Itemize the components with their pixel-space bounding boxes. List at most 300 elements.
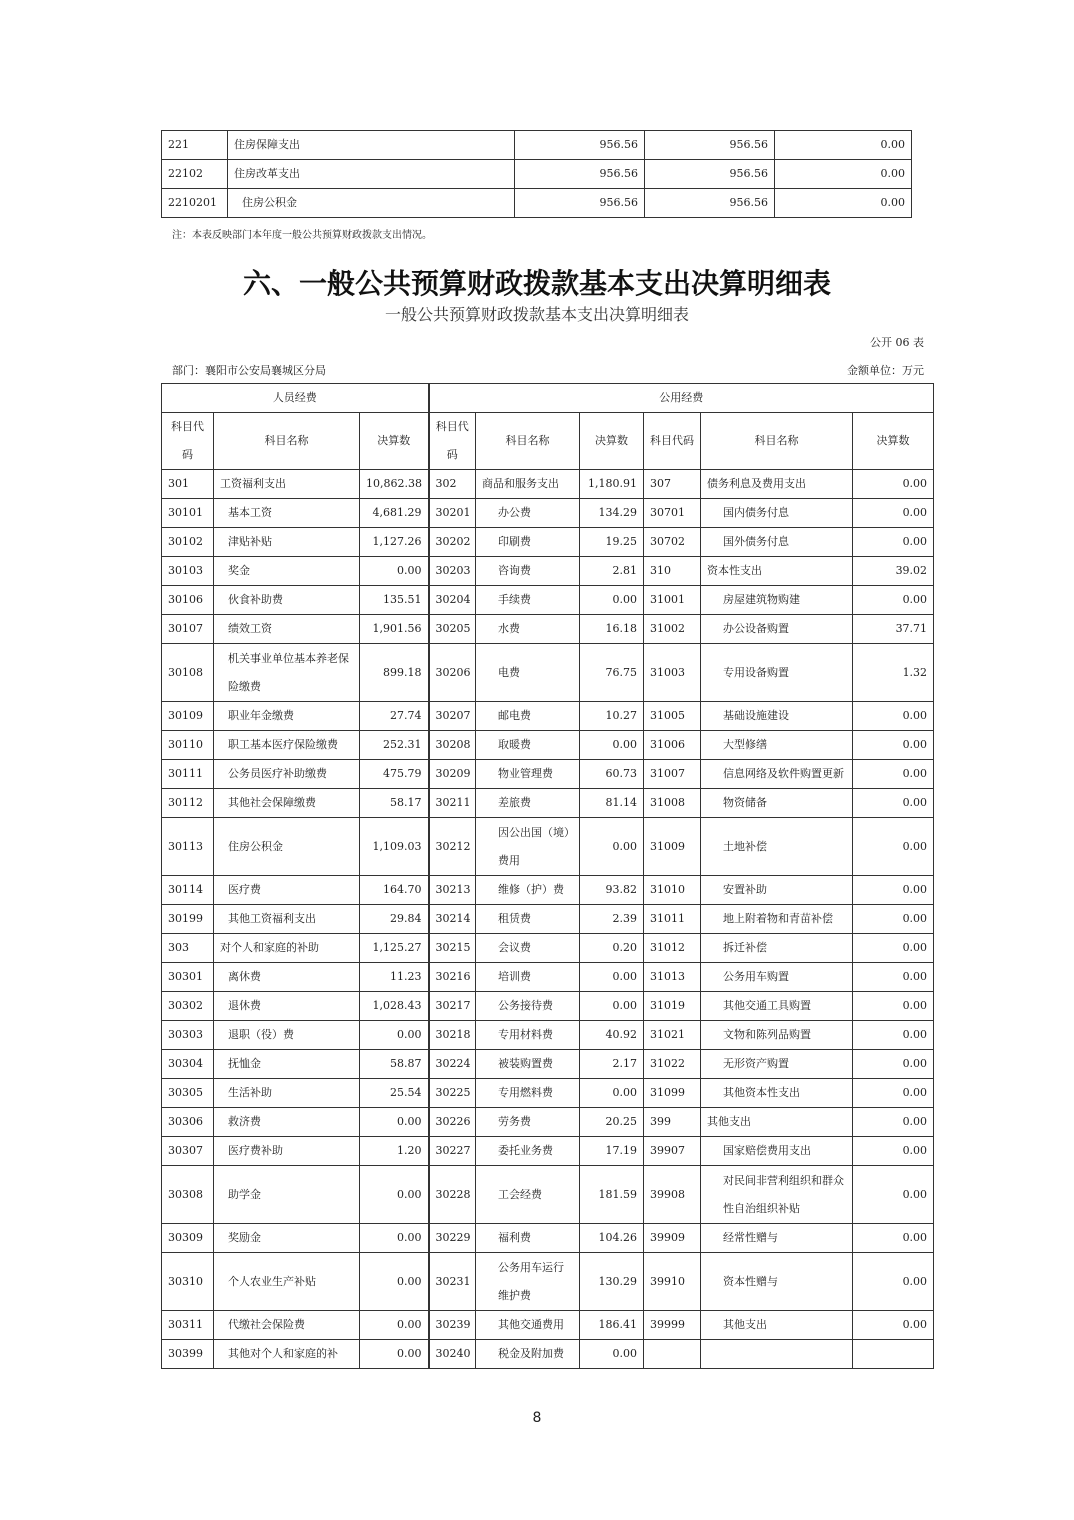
subject-code: 30109 (162, 702, 214, 731)
subject-code: 310 (644, 557, 701, 586)
amount-value: 0.00 (853, 818, 934, 876)
amount-value: 60.73 (580, 760, 644, 789)
subject-name: 对个人和家庭的补助 (214, 934, 360, 963)
subject-name: 水费 (476, 615, 580, 644)
subject-name: 安置补助 (701, 876, 853, 905)
subject-code: 30112 (162, 789, 214, 818)
subject-code: 30308 (162, 1166, 214, 1224)
amount-value: 0.00 (360, 557, 429, 586)
amount-value: 27.74 (360, 702, 429, 731)
subject-name: 信息网络及软件购置更新 (701, 760, 853, 789)
table-row (162, 615, 934, 644)
subject-code: 31019 (644, 992, 701, 1021)
subject-name: 办公设备购置 (701, 615, 853, 644)
subject-code: 30307 (162, 1137, 214, 1166)
subject-name: 电费 (476, 644, 580, 702)
amount-value: 37.71 (853, 615, 934, 644)
subject-name: 大型修缮 (701, 731, 853, 760)
subject-code: 303 (162, 934, 214, 963)
amount-value: 93.82 (580, 876, 644, 905)
amount-value: 1,127.26 (360, 528, 429, 557)
subject-name: 个人农业生产补贴 (214, 1253, 360, 1311)
subject-code: 30114 (162, 876, 214, 905)
amount-value: 81.14 (580, 789, 644, 818)
amount-value: 1.32 (853, 644, 934, 702)
table-row (162, 1253, 934, 1311)
amount-value: 1,109.03 (360, 818, 429, 876)
amount-value: 0.00 (853, 789, 934, 818)
subject-code: 30224 (429, 1050, 476, 1079)
subject-name: 其他支出 (701, 1108, 853, 1137)
amount-value: 2.39 (580, 905, 644, 934)
expenditure-summary-table (161, 130, 912, 218)
subject-name: 住房保障支出 (228, 131, 515, 160)
subject-code: 31007 (644, 760, 701, 789)
subject-code: 31010 (644, 876, 701, 905)
subject-name: 委托业务费 (476, 1137, 580, 1166)
subject-code: 30217 (429, 992, 476, 1021)
subject-code: 30214 (429, 905, 476, 934)
department-label: 部门：襄阳市公安局襄城区分局 (172, 364, 326, 377)
subject-name: 基本工资 (214, 499, 360, 528)
table-row (162, 934, 934, 963)
subject-code: 31003 (644, 644, 701, 702)
subject-code: 30110 (162, 731, 214, 760)
amount-value: 1,901.56 (360, 615, 429, 644)
table-row (162, 992, 934, 1021)
subject-code: 30229 (429, 1224, 476, 1253)
subject-code: 30309 (162, 1224, 214, 1253)
subject-name: 因公出国（境）费用 (476, 818, 580, 876)
subject-code: 30101 (162, 499, 214, 528)
subject-code: 301 (162, 470, 214, 499)
subject-code: 30113 (162, 818, 214, 876)
amount-value: 0.00 (775, 131, 912, 160)
amount-value: 39.02 (853, 557, 934, 586)
subject-code: 30311 (162, 1311, 214, 1340)
subject-name: 印刷费 (476, 528, 580, 557)
subject-code: 30240 (429, 1340, 476, 1369)
subject-code: 30215 (429, 934, 476, 963)
subject-name (701, 1340, 853, 1369)
amount-value: 0.00 (853, 499, 934, 528)
subject-code: 30218 (429, 1021, 476, 1050)
subject-code: 30702 (644, 528, 701, 557)
subject-code: 30701 (644, 499, 701, 528)
table-row (162, 1108, 934, 1137)
subject-name: 其他支出 (701, 1311, 853, 1340)
table-row (162, 1021, 934, 1050)
amount-value: 0.20 (580, 934, 644, 963)
subject-code: 30203 (429, 557, 476, 586)
amount-value: 0.00 (853, 470, 934, 499)
table-row (162, 963, 934, 992)
amount-value: 1.20 (360, 1137, 429, 1166)
subject-name: 津贴补贴 (214, 528, 360, 557)
page-number: 8 (532, 1410, 542, 1426)
amount-value: 0.00 (360, 1108, 429, 1137)
subject-code: 30102 (162, 528, 214, 557)
subject-name: 医疗费 (214, 876, 360, 905)
amount-value: 252.31 (360, 731, 429, 760)
amount-value: 0.00 (580, 963, 644, 992)
subject-code: 30204 (429, 586, 476, 615)
code-header: 科目代码 (162, 413, 214, 470)
subject-name: 资本性支出 (701, 557, 853, 586)
subject-code: 31001 (644, 586, 701, 615)
subject-name: 国内债务付息 (701, 499, 853, 528)
subject-name: 职业年金缴费 (214, 702, 360, 731)
subject-code: 31002 (644, 615, 701, 644)
table-row (162, 1311, 934, 1340)
subject-name: 税金及附加费 (476, 1340, 580, 1369)
subject-name: 住房改革支出 (228, 160, 515, 189)
subject-name: 离休费 (214, 963, 360, 992)
subject-name: 其他工资福利支出 (214, 905, 360, 934)
amount-value: 0.00 (853, 1108, 934, 1137)
subject-code: 30305 (162, 1079, 214, 1108)
code-header: 科目代码 (429, 413, 476, 470)
name-header: 科目名称 (701, 413, 853, 470)
amount-value: 2.81 (580, 557, 644, 586)
personnel-header: 人员经费 (162, 384, 429, 413)
unit-label: 金额单位：万元 (847, 364, 924, 377)
subject-code: 399 (644, 1108, 701, 1137)
subject-code: 30199 (162, 905, 214, 934)
amount-value: 0.00 (853, 1166, 934, 1224)
subject-code: 39907 (644, 1137, 701, 1166)
amount-value: 0.00 (853, 934, 934, 963)
subject-code: 30301 (162, 963, 214, 992)
amount-value: 29.84 (360, 905, 429, 934)
amount-value: 40.92 (580, 1021, 644, 1050)
form-id: 公开 06 表 (870, 336, 924, 349)
subject-name: 奖金 (214, 557, 360, 586)
subject-code: 30302 (162, 992, 214, 1021)
subject-name: 奖励金 (214, 1224, 360, 1253)
table-row (162, 731, 934, 760)
amount-value: 0.00 (853, 876, 934, 905)
subject-code: 30226 (429, 1108, 476, 1137)
table-row (162, 789, 934, 818)
subject-name: 退休费 (214, 992, 360, 1021)
amount-value: 181.59 (580, 1166, 644, 1224)
subject-name: 机关事业单位基本养老保险缴费 (214, 644, 360, 702)
amount-value: 956.56 (515, 189, 645, 218)
amount-value: 19.25 (580, 528, 644, 557)
amount-value: 130.29 (580, 1253, 644, 1311)
subject-code: 39908 (644, 1166, 701, 1224)
name-header: 科目名称 (476, 413, 580, 470)
subject-code: 221 (162, 131, 228, 160)
subject-code: 22102 (162, 160, 228, 189)
subject-name: 维修（护）费 (476, 876, 580, 905)
subject-name: 办公费 (476, 499, 580, 528)
subject-name: 基础设施建设 (701, 702, 853, 731)
amount-value: 58.17 (360, 789, 429, 818)
table-row (162, 1050, 934, 1079)
subject-code: 30111 (162, 760, 214, 789)
amount-value: 0.00 (580, 818, 644, 876)
amount-value: 0.00 (853, 1050, 934, 1079)
amount-value: 0.00 (580, 1340, 644, 1369)
subject-name: 债务利息及费用支出 (701, 470, 853, 499)
subject-code: 30202 (429, 528, 476, 557)
subject-code (644, 1340, 701, 1369)
subject-code: 31021 (644, 1021, 701, 1050)
subject-name: 咨询费 (476, 557, 580, 586)
subject-code: 30303 (162, 1021, 214, 1050)
amount-header: 决算数 (853, 413, 934, 470)
subject-name: 绩效工资 (214, 615, 360, 644)
subject-name: 取暖费 (476, 731, 580, 760)
public-header: 公用经费 (429, 384, 934, 413)
subject-code: 30306 (162, 1108, 214, 1137)
subject-code: 39910 (644, 1253, 701, 1311)
subject-name: 租赁费 (476, 905, 580, 934)
subject-code: 30228 (429, 1166, 476, 1224)
amount-value: 0.00 (853, 992, 934, 1021)
amount-value: 4,681.29 (360, 499, 429, 528)
table-row (162, 586, 934, 615)
table-row (162, 1137, 934, 1166)
amount-value: 58.87 (360, 1050, 429, 1079)
subject-code: 30216 (429, 963, 476, 992)
subject-name: 其他交通费用 (476, 1311, 580, 1340)
subject-name: 商品和服务支出 (476, 470, 580, 499)
amount-value: 2.17 (580, 1050, 644, 1079)
amount-value: 0.00 (853, 1079, 934, 1108)
table-row (162, 876, 934, 905)
table-row (162, 557, 934, 586)
amount-value: 956.56 (645, 189, 775, 218)
amount-value: 25.54 (360, 1079, 429, 1108)
amount-value: 0.00 (853, 1137, 934, 1166)
amount-value: 1,125.27 (360, 934, 429, 963)
subject-code: 30304 (162, 1050, 214, 1079)
table-row (162, 131, 912, 160)
subject-code: 30211 (429, 789, 476, 818)
subject-code: 30103 (162, 557, 214, 586)
amount-value: 0.00 (360, 1166, 429, 1224)
subject-code: 30106 (162, 586, 214, 615)
amount-value: 134.29 (580, 499, 644, 528)
basic-expenditure-detail-table (161, 383, 934, 1369)
subject-code: 31022 (644, 1050, 701, 1079)
amount-header: 决算数 (580, 413, 644, 470)
table-row (162, 1166, 934, 1224)
subject-name: 劳务费 (476, 1108, 580, 1137)
subject-name: 工会经费 (476, 1166, 580, 1224)
table-title: 一般公共预算财政拨款基本支出决算明细表 (384, 305, 689, 324)
subject-code: 30213 (429, 876, 476, 905)
subject-name: 住房公积金 (214, 818, 360, 876)
subject-name: 救济费 (214, 1108, 360, 1137)
amount-value: 0.00 (853, 1021, 934, 1050)
subject-name: 被装购置费 (476, 1050, 580, 1079)
subject-code: 31008 (644, 789, 701, 818)
subject-name: 代缴社会保险费 (214, 1311, 360, 1340)
subject-name: 对民间非营利组织和群众性自治组织补贴 (701, 1166, 853, 1224)
amount-value: 0.00 (853, 1224, 934, 1253)
subject-name: 福利费 (476, 1224, 580, 1253)
subject-name: 地上附着物和青苗补偿 (701, 905, 853, 934)
subject-code: 31009 (644, 818, 701, 876)
amount-value: 1,180.91 (580, 470, 644, 499)
subject-code: 39999 (644, 1311, 701, 1340)
amount-value: 0.00 (853, 760, 934, 789)
subject-name: 其他对个人和家庭的补 (214, 1340, 360, 1369)
subject-name: 职工基本医疗保险缴费 (214, 731, 360, 760)
subject-name: 专用设备购置 (701, 644, 853, 702)
subject-name: 国外债务付息 (701, 528, 853, 557)
subject-name: 住房公积金 (228, 189, 515, 218)
subject-code: 30208 (429, 731, 476, 760)
amount-value: 0.00 (360, 1311, 429, 1340)
amount-value: 0.00 (853, 731, 934, 760)
table-row (162, 1079, 934, 1108)
amount-value: 0.00 (853, 528, 934, 557)
subject-name: 物资储备 (701, 789, 853, 818)
table-row (162, 470, 934, 499)
amount-value: 0.00 (360, 1340, 429, 1369)
amount-value: 17.19 (580, 1137, 644, 1166)
subject-code: 31011 (644, 905, 701, 934)
subject-name: 其他资本性支出 (701, 1079, 853, 1108)
subject-name: 其他社会保障缴费 (214, 789, 360, 818)
subject-code: 30206 (429, 644, 476, 702)
table-row (162, 702, 934, 731)
subject-name: 公务员医疗补助缴费 (214, 760, 360, 789)
subject-code: 30399 (162, 1340, 214, 1369)
table-row (162, 160, 912, 189)
amount-value: 0.00 (853, 586, 934, 615)
subject-name: 公务接待费 (476, 992, 580, 1021)
name-header: 科目名称 (214, 413, 360, 470)
amount-value: 10,862.38 (360, 470, 429, 499)
subject-name: 会议费 (476, 934, 580, 963)
subject-name: 其他交通工具购置 (701, 992, 853, 1021)
subject-code: 2210201 (162, 189, 228, 218)
subject-name: 抚恤金 (214, 1050, 360, 1079)
code-header: 科目代码 (644, 413, 701, 470)
amount-value: 10.27 (580, 702, 644, 731)
amount-value: 956.56 (645, 131, 775, 160)
subject-name: 退职（役）费 (214, 1021, 360, 1050)
subject-name: 公务用车购置 (701, 963, 853, 992)
amount-value: 956.56 (515, 131, 645, 160)
amount-value: 76.75 (580, 644, 644, 702)
amount-value: 104.26 (580, 1224, 644, 1253)
subject-name: 生活补助 (214, 1079, 360, 1108)
amount-value: 0.00 (853, 963, 934, 992)
subject-code: 30201 (429, 499, 476, 528)
amount-value: 956.56 (645, 160, 775, 189)
subject-code: 30209 (429, 760, 476, 789)
subject-code: 31005 (644, 702, 701, 731)
amount-value: 475.79 (360, 760, 429, 789)
subject-name: 医疗费补助 (214, 1137, 360, 1166)
subject-code: 30212 (429, 818, 476, 876)
subject-name: 房屋建筑物购建 (701, 586, 853, 615)
amount-value: 0.00 (580, 586, 644, 615)
subject-code: 30225 (429, 1079, 476, 1108)
amount-value: 1,028.43 (360, 992, 429, 1021)
amount-value: 0.00 (580, 992, 644, 1021)
amount-value: 11.23 (360, 963, 429, 992)
amount-value: 20.25 (580, 1108, 644, 1137)
table-row (162, 1340, 934, 1369)
subject-code: 31013 (644, 963, 701, 992)
subject-code: 30205 (429, 615, 476, 644)
amount-value: 164.70 (360, 876, 429, 905)
subject-name: 拆迁补偿 (701, 934, 853, 963)
amount-value: 956.56 (515, 160, 645, 189)
amount-value: 0.00 (775, 189, 912, 218)
subject-name: 无形资产购置 (701, 1050, 853, 1079)
amount-value: 0.00 (853, 702, 934, 731)
subject-code: 302 (429, 470, 476, 499)
subject-code: 39909 (644, 1224, 701, 1253)
subject-name: 公务用车运行维护费 (476, 1253, 580, 1311)
subject-name: 资本性赠与 (701, 1253, 853, 1311)
subject-code: 30310 (162, 1253, 214, 1311)
table-note: 注：本表反映部门本年度一般公共预算财政拨款支出情况。 (172, 230, 432, 241)
subject-name: 专用燃料费 (476, 1079, 580, 1108)
amount-value: 0.00 (360, 1253, 429, 1311)
subject-name: 培训费 (476, 963, 580, 992)
table-row (162, 760, 934, 789)
amount-value: 135.51 (360, 586, 429, 615)
amount-value: 0.00 (853, 1253, 934, 1311)
subject-code: 30239 (429, 1311, 476, 1340)
subject-code: 30108 (162, 644, 214, 702)
amount-value: 0.00 (853, 1311, 934, 1340)
table-row (162, 499, 934, 528)
subject-name: 手续费 (476, 586, 580, 615)
subject-code: 307 (644, 470, 701, 499)
subject-code: 30107 (162, 615, 214, 644)
subject-code: 30207 (429, 702, 476, 731)
subject-code: 31012 (644, 934, 701, 963)
amount-value: 0.00 (775, 160, 912, 189)
table-row (162, 528, 934, 557)
amount-value: 899.18 (360, 644, 429, 702)
subject-name: 助学金 (214, 1166, 360, 1224)
subject-name: 土地补偿 (701, 818, 853, 876)
amount-value: 0.00 (580, 731, 644, 760)
amount-value: 0.00 (580, 1079, 644, 1108)
subject-code: 31006 (644, 731, 701, 760)
subject-name: 工资福利支出 (214, 470, 360, 499)
subject-code: 31099 (644, 1079, 701, 1108)
amount-value: 0.00 (360, 1224, 429, 1253)
page-title: 六、一般公共预算财政拨款基本支出决算明细表 (242, 267, 831, 300)
table-row (162, 1224, 934, 1253)
amount-value (853, 1340, 934, 1369)
table-row (162, 905, 934, 934)
amount-value: 16.18 (580, 615, 644, 644)
table-row (162, 644, 934, 702)
subject-name: 文物和陈列品购置 (701, 1021, 853, 1050)
amount-value: 186.41 (580, 1311, 644, 1340)
table-row (162, 818, 934, 876)
subject-name: 经常性赠与 (701, 1224, 853, 1253)
subject-name: 国家赔偿费用支出 (701, 1137, 853, 1166)
subject-code: 30231 (429, 1253, 476, 1311)
subject-name: 伙食补助费 (214, 586, 360, 615)
subject-code: 30227 (429, 1137, 476, 1166)
